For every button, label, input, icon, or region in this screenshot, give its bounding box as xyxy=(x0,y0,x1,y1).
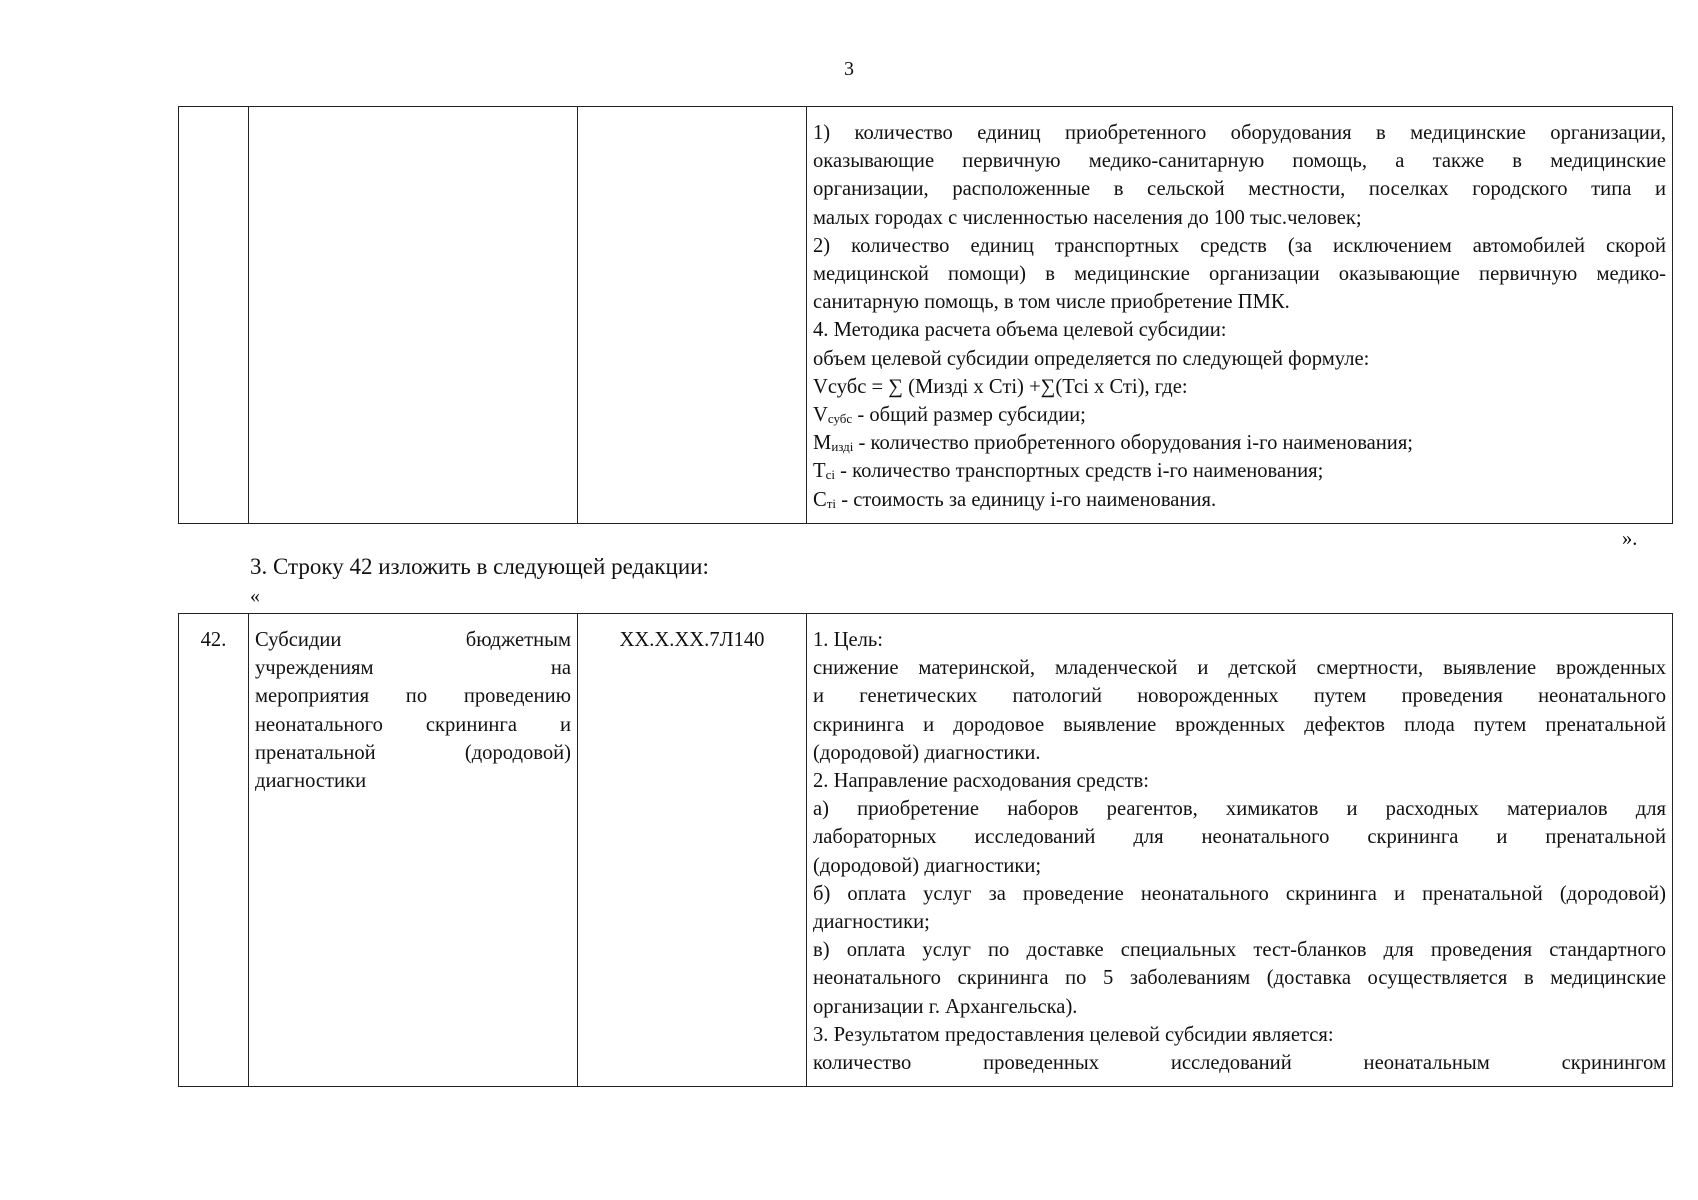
content-cell xyxy=(807,107,1673,524)
continuation-table xyxy=(178,106,1673,524)
text-line: (дородовой) диагностики. xyxy=(813,741,1041,764)
number-cell xyxy=(179,107,249,524)
definition-text: - стоимость за единицу і-го наименования. xyxy=(836,488,1217,511)
text-line: б) оплата услуг за проведение неонатального скрининга и пренатальной (дородовой) xyxy=(813,882,1666,905)
text-line: лабораторных исследований для неонатального скрининга и пренатальной xyxy=(813,826,1666,849)
description-line: мероприятия по проведению xyxy=(255,685,571,708)
definition-text: - общий размер субсидии; xyxy=(852,404,1086,427)
definition-subscript: изді xyxy=(831,439,854,455)
text-line: (дородовой) диагностики; xyxy=(813,854,1042,877)
text-line: 2. Направление расходования средств: xyxy=(813,770,1149,793)
text-line: медицинской помощи) в медицинские организации оказывающие первичную медико- xyxy=(813,263,1666,286)
description-line: неонатального скрининга и xyxy=(255,713,571,736)
text-line: скрининга и дородовое выявление врожденных дефектов плода путем пренатальной xyxy=(813,713,1666,736)
definition-text: - количество приобретенного оборудования і-го наименования; xyxy=(853,432,1414,455)
text-line: в) оплата услуг по доставке специальных тест-бланков для проведения стандартного xyxy=(813,939,1666,962)
description-cell xyxy=(249,107,578,524)
text-line: объем целевой субсидии определяется по следующей формуле: xyxy=(813,347,1370,370)
definition-symbol: С xyxy=(813,488,827,511)
definition-subscript: сі xyxy=(825,467,835,483)
definition-subscript: субс xyxy=(827,411,853,427)
description-line: диагностики xyxy=(255,770,367,793)
text-line: 2) количество единиц транспортных средств (за исключением автомобилей скорой xyxy=(813,234,1666,257)
text-line: 1. Цель: xyxy=(813,629,883,651)
text-line: неонатального скрининга по 5 заболеваниям (доставка осуществляется в медицинские xyxy=(813,967,1666,990)
text-line: и генетических патологий новорожденных путем проведения неонатального xyxy=(813,685,1666,708)
definition-symbol: М xyxy=(813,432,832,455)
text-line: 1) количество единиц приобретенного оборудования в медицинские организации, xyxy=(813,122,1666,144)
definition-symbol: V xyxy=(813,404,828,427)
text-line: диагностики; xyxy=(813,911,930,934)
definition-line xyxy=(813,457,1666,485)
definition-line xyxy=(813,486,1666,514)
text-line: организации г. Архангельска). xyxy=(813,995,1078,1018)
text-line: санитарную помощь, в том числе приобретение ПМК. xyxy=(813,291,1290,314)
definition-subscript: ті xyxy=(826,495,837,511)
opening-quote: « xyxy=(250,585,260,607)
text-line: количество проведенных исследований неонатальным скринингом xyxy=(813,1052,1666,1075)
amendment-instruction: 3. Строку 42 изложить в следующей редакции: xyxy=(250,554,709,579)
definition-symbol: Т xyxy=(813,460,826,483)
table-row xyxy=(179,614,1673,1087)
formula-line: Vсубс = ∑ (Мизді х Сті) +∑(Тсі х Сті), где: xyxy=(813,375,1188,398)
budget-code: XX.X.XX.7Л140 xyxy=(619,629,765,651)
definition-line xyxy=(813,429,1666,457)
description-line: учреждениям на xyxy=(255,657,571,680)
row-number-cell xyxy=(179,614,249,1087)
description-line: пренатальной (дородовой) xyxy=(255,741,571,764)
definition-line xyxy=(813,401,1666,429)
page-number: 3 xyxy=(844,58,854,80)
content-cell xyxy=(807,614,1673,1087)
table-row xyxy=(179,107,1673,524)
definition-text: - количество транспортных средств і-го наименования; xyxy=(834,460,1324,483)
description-cell xyxy=(249,614,578,1087)
text-line: малых городах с численностью населения до 100 тыс.человек; xyxy=(813,206,1362,229)
code-cell xyxy=(578,107,807,524)
code-cell xyxy=(578,614,807,1087)
closing-quote: ». xyxy=(1622,528,1638,550)
description-line: Субсидии бюджетным xyxy=(255,629,571,651)
text-line: а) приобретение наборов реагентов, химикатов и расходных материалов для xyxy=(813,798,1666,821)
text-line: организации, расположенные в сельской местности, поселках городского типа и xyxy=(813,178,1666,201)
text-line: 4. Методика расчета объема целевой субсидии: xyxy=(813,319,1227,342)
row-42-table xyxy=(178,613,1673,1087)
text-line: снижение материнской, младенческой и детской смертности, выявление врожденных xyxy=(813,657,1666,680)
row-number: 42. xyxy=(200,629,227,651)
text-line: оказывающие первичную медико-санитарную помощь, а также в медицинские xyxy=(813,150,1666,173)
text-line: 3. Результатом предоставления целевой субсидии является: xyxy=(813,1023,1334,1046)
